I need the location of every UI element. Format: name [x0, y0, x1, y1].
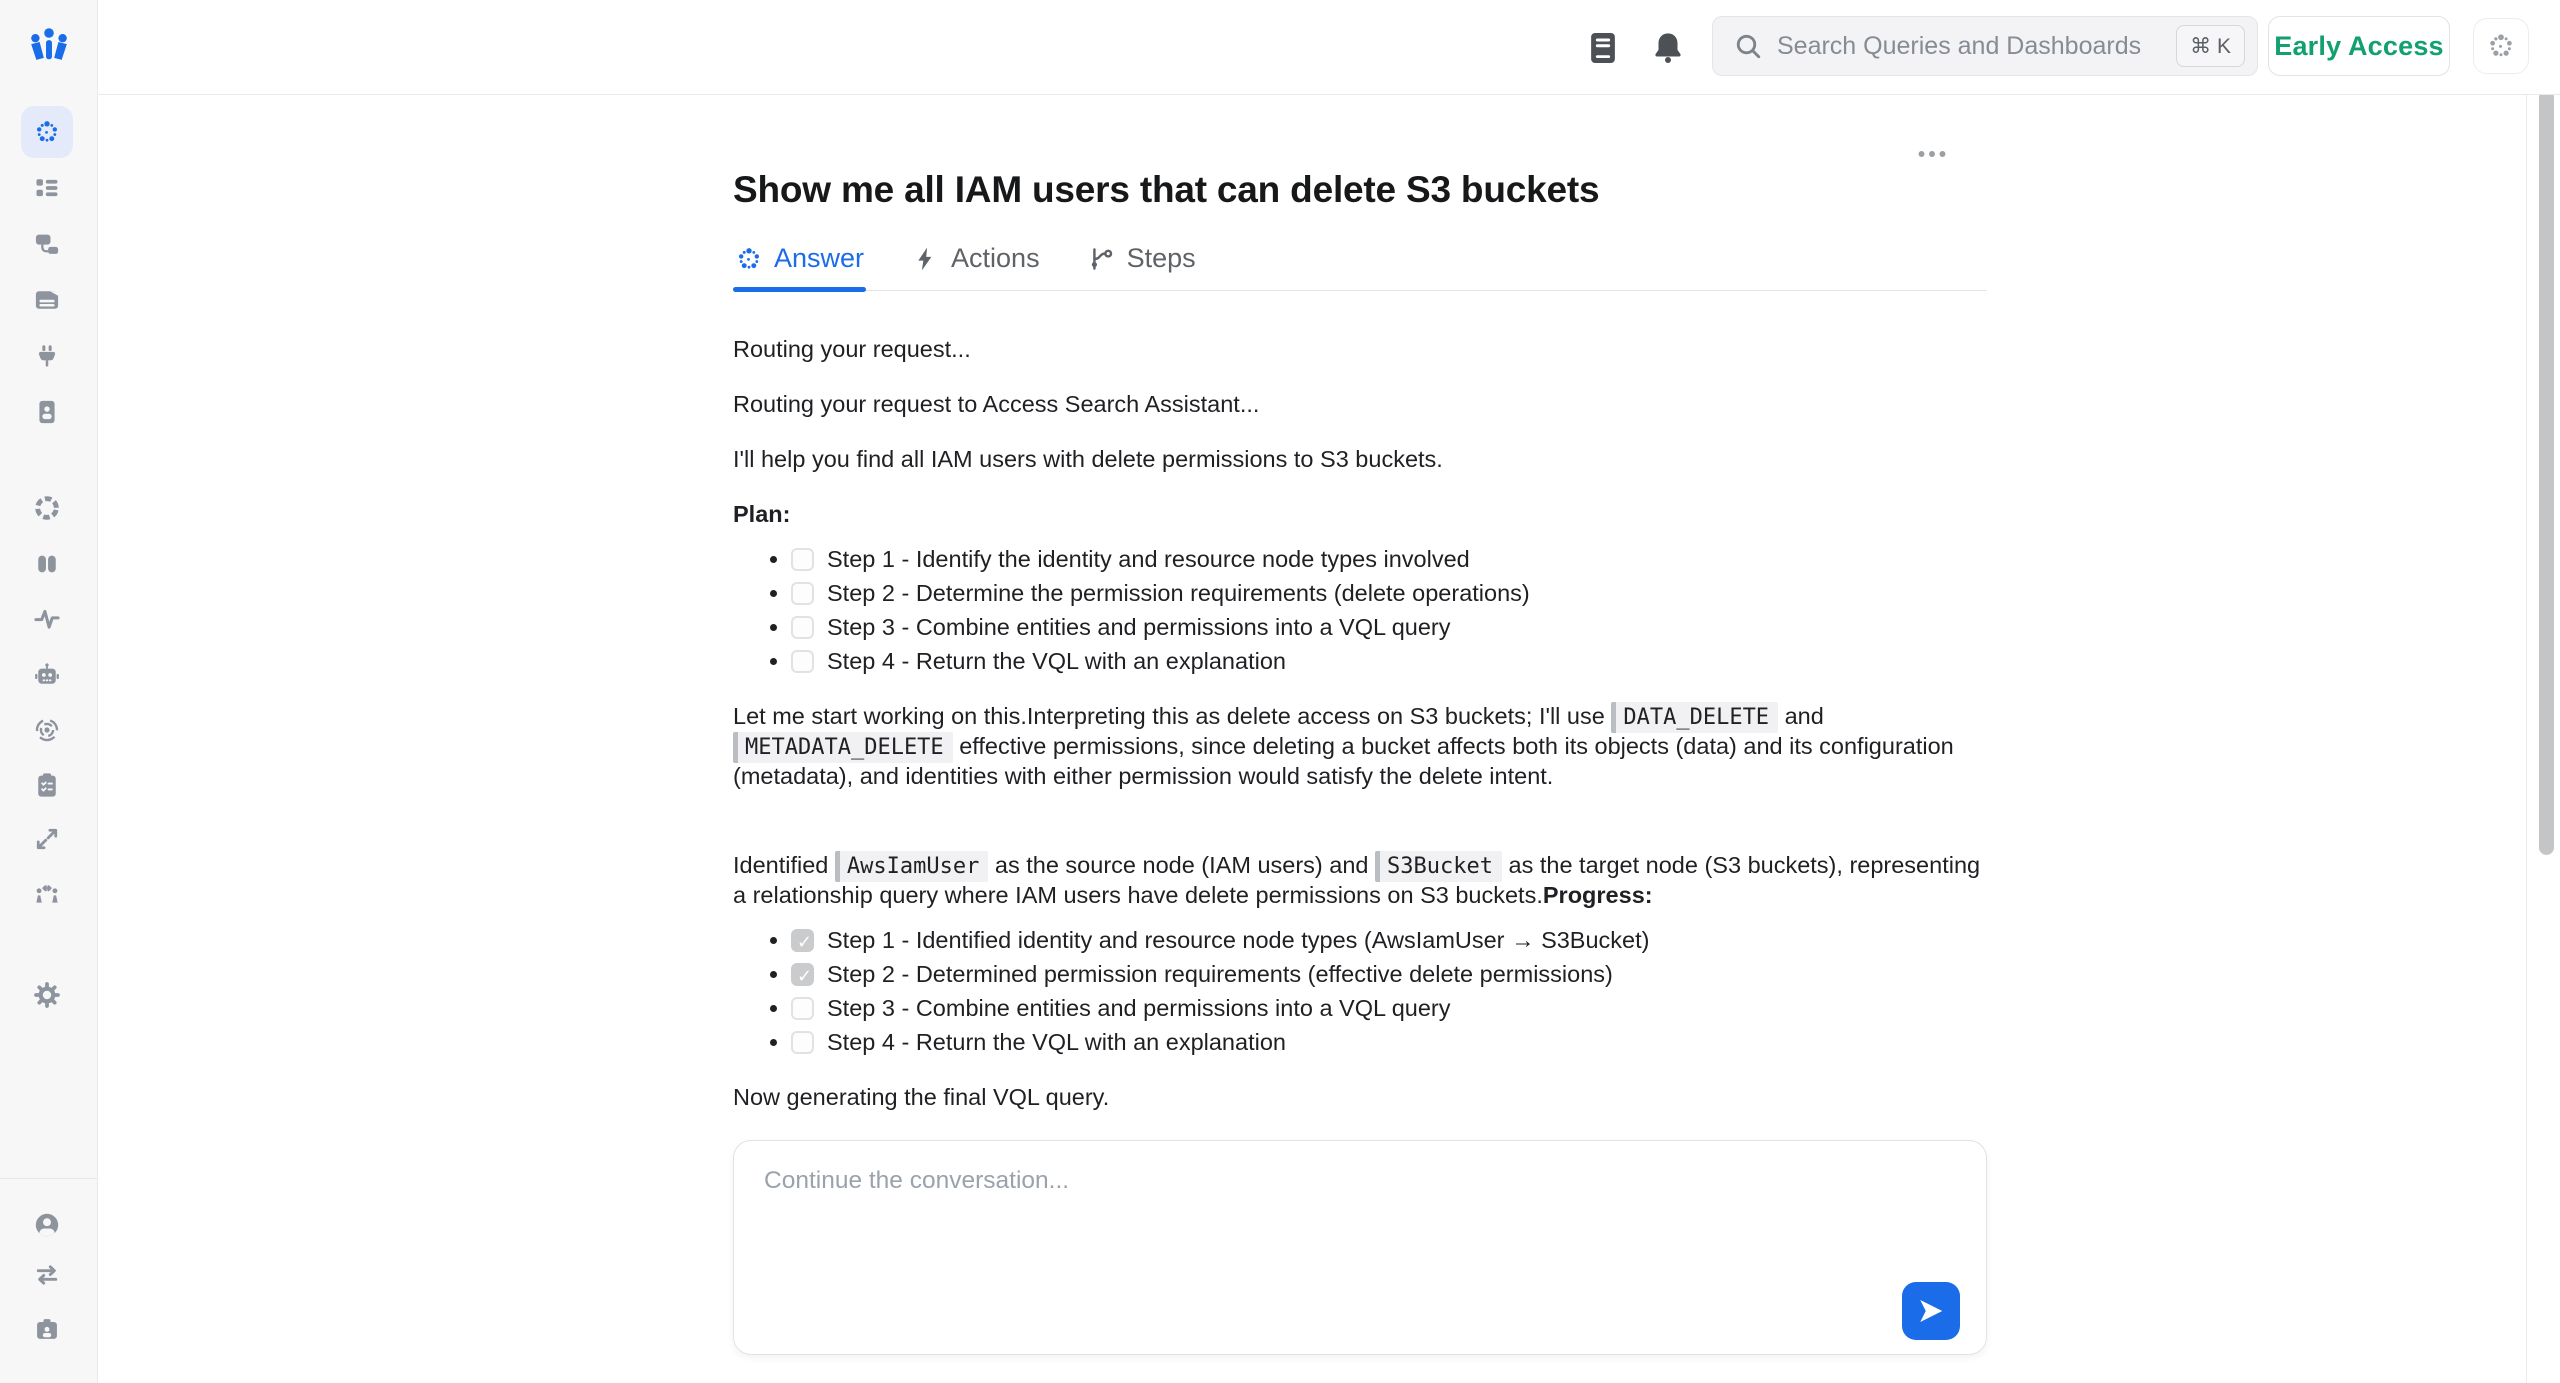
assistant-launcher-button[interactable]	[2473, 18, 2529, 74]
integrations-plug-icon	[33, 342, 61, 370]
plan-item-label: Step 1 - Identify the identity and resource node types involved	[827, 546, 1470, 572]
tab-steps[interactable]	[1086, 237, 1198, 290]
answer-body	[733, 335, 1987, 1112]
tab-label: Steps	[1126, 243, 1196, 273]
sidebar-item-aperture[interactable]	[21, 482, 73, 534]
code-chip: S3Bucket	[1375, 851, 1502, 882]
progress-list	[733, 926, 1987, 1057]
list-item	[791, 994, 1987, 1023]
plan-item-label: Step 4 - Return the VQL with an explanation	[827, 648, 1286, 674]
aperture-icon	[33, 494, 61, 522]
plan-item-label: Step 3 - Combine entities and permissions into a VQL query	[827, 614, 1451, 640]
sidebar-item-integrations[interactable]	[21, 330, 73, 382]
scrollbar-thumb[interactable]	[2539, 90, 2554, 855]
clipboard-checklist-icon	[33, 771, 61, 799]
code-chip: METADATA_DELETE	[733, 732, 953, 763]
send-icon	[1916, 1296, 1946, 1326]
sidebar-item-access-reviews[interactable]	[21, 869, 73, 921]
ellipsis-icon	[1915, 137, 1959, 171]
sidebar	[0, 0, 98, 1383]
topbar	[98, 0, 2560, 95]
status-text: Now generating the final VQL query.	[733, 1084, 1110, 1110]
bell-icon	[1649, 29, 1687, 67]
user-circle-icon	[33, 1211, 61, 1239]
sidebar-item-switch[interactable]	[21, 1249, 73, 1301]
expand-arrows-icon	[33, 825, 61, 853]
notifications-button[interactable]	[1649, 29, 1687, 67]
book-icon	[1584, 29, 1622, 67]
search-shortcut-badge: ⌘ K	[2176, 25, 2245, 67]
sidebar-item-profile[interactable]	[21, 1199, 73, 1251]
send-button[interactable]	[1902, 1282, 1960, 1340]
checkbox[interactable]	[791, 548, 814, 571]
flow-diagram-icon	[33, 230, 61, 258]
sidebar-item-workspace[interactable]	[21, 1303, 73, 1355]
overflow-menu-button[interactable]	[1915, 137, 1959, 167]
progress-item-label: Step 4 - Return the VQL with an explanation	[827, 1029, 1286, 1055]
tab-actions[interactable]	[910, 237, 1042, 290]
list-item	[791, 647, 1987, 676]
main-content	[98, 95, 2560, 1383]
answer-text: Let me start working on this.Interpreting this as delete access on S3 buckets; I'll use DATA_DELETE and METADATA_DELETE effective permissions, since deleting a bucket affects both its objects (data) and its configuration (metadata), and identities with either permission would satisfy the delete intent.	[733, 703, 1954, 789]
plan-list	[733, 545, 1987, 676]
sidebar-item-dashboards[interactable]	[21, 162, 73, 214]
assistant-answer-panel	[733, 95, 1987, 1355]
tab-label: Actions	[951, 243, 1040, 273]
sidebar-item-automation[interactable]	[21, 649, 73, 701]
sidebar-item-graph[interactable]	[21, 218, 73, 270]
global-search[interactable]	[1712, 16, 2258, 76]
composer-input[interactable]	[764, 1167, 1844, 1317]
brain-icon	[33, 550, 61, 578]
assistant-dots-icon	[33, 118, 61, 146]
dashboard-list-icon	[33, 174, 61, 202]
checkbox[interactable]	[791, 650, 814, 673]
list-item	[791, 545, 1987, 574]
list-item	[791, 579, 1987, 608]
release-notes-button[interactable]	[1584, 29, 1622, 67]
sidebar-item-settings[interactable]	[21, 969, 73, 1021]
sidebar-item-assistant[interactable]	[21, 106, 73, 158]
status-text: Routing your request to Access Search Assistant...	[733, 391, 1260, 417]
checkbox[interactable]	[791, 997, 814, 1020]
checkbox[interactable]	[791, 582, 814, 605]
plan-heading: Plan:	[733, 501, 791, 527]
people-arrows-icon	[33, 881, 61, 909]
sidebar-item-queries[interactable]	[21, 274, 73, 326]
checkbox[interactable]	[791, 616, 814, 639]
answer-text: I'll help you find all IAM users with delete permissions to S3 buckets.	[733, 446, 1443, 472]
progress-item-label: Step 1 - Identified identity and resource node types (AwsIamUser → S3Bucket)	[827, 927, 1650, 953]
activity-pulse-icon	[33, 605, 61, 633]
plan-item-label: Step 2 - Determine the permission requirements (delete operations)	[827, 580, 1530, 606]
checkbox[interactable]	[791, 929, 814, 952]
tab-label: Answer	[774, 243, 865, 273]
sidebar-item-intelligence[interactable]	[21, 538, 73, 590]
list-item	[791, 960, 1987, 989]
gear-icon	[33, 981, 61, 1009]
answer-text: Identified AwsIamUser as the source node (IAM users) and S3Bucket as the target node (S3 buckets), representing a relationship query where IAM users have delete permissions on S3 buckets.Progress:	[733, 852, 1981, 908]
saved-queries-card-icon	[33, 286, 61, 314]
list-item	[791, 613, 1987, 642]
code-chip: DATA_DELETE	[1611, 702, 1778, 733]
assistant-dots-icon	[735, 245, 763, 273]
sidebar-item-compliance[interactable]	[21, 759, 73, 811]
branch-icon	[1088, 245, 1116, 273]
status-text: Routing your request...	[733, 336, 971, 362]
veza-logo[interactable]	[26, 24, 72, 70]
progress-item-label: Step 2 - Determined permission requirements (effective delete permissions)	[827, 961, 1613, 987]
conversation-composer	[733, 1140, 1987, 1355]
scroll-gutter-divider	[2526, 95, 2527, 1383]
workspace-badge-icon	[33, 1315, 61, 1343]
sidebar-item-identities[interactable]	[21, 386, 73, 438]
orbit-target-icon	[33, 716, 61, 744]
identity-badge-icon	[33, 398, 61, 426]
page-title: Show me all IAM users that can delete S3 buckets	[733, 169, 1600, 210]
list-item	[791, 926, 1987, 955]
code-chip: AwsIamUser	[835, 851, 988, 882]
sidebar-item-workflows[interactable]	[21, 813, 73, 865]
lightning-bolt-icon	[912, 245, 940, 273]
progress-item-label: Step 3 - Combine entities and permissions into a VQL query	[827, 995, 1451, 1021]
checkbox[interactable]	[791, 1031, 814, 1054]
sidebar-item-monitoring[interactable]	[21, 704, 73, 756]
list-item	[791, 1028, 1987, 1057]
assistant-sparkle-icon	[2486, 31, 2516, 61]
answer-tabs	[733, 237, 1987, 291]
search-placeholder: Search Queries and Dashboards	[1777, 31, 2142, 60]
progress-heading: Progress:	[1542, 882, 1653, 908]
sidebar-item-activity[interactable]	[21, 593, 73, 645]
search-icon	[1733, 31, 1763, 61]
checkbox[interactable]	[791, 963, 814, 986]
early-access-button[interactable]: Early Access	[2268, 16, 2450, 76]
swap-arrows-icon	[33, 1261, 61, 1289]
tab-answer[interactable]	[733, 237, 866, 290]
sidebar-divider	[0, 1178, 98, 1179]
robot-icon	[33, 661, 61, 689]
